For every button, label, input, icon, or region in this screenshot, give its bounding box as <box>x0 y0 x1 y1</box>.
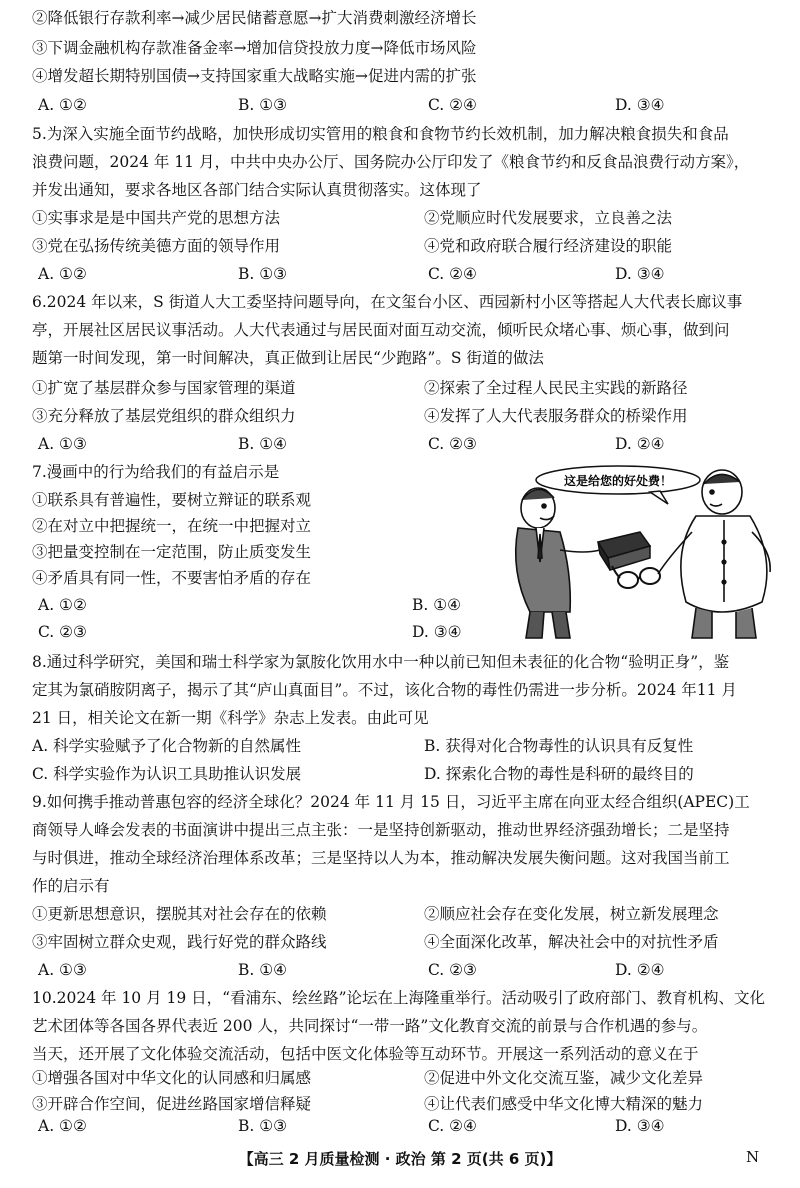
q6-option-d: D. ②④ <box>615 435 665 453</box>
q4-option-c: C. ②④ <box>428 96 477 114</box>
q8-option-b: B. 获得对化合物毒性的认识具有反复性 <box>424 737 694 755</box>
handcuffs <box>612 566 660 588</box>
q9-item-3: ③牢固树立群众史观，践行好党的群众路线 <box>32 933 327 951</box>
q8-stem-line-1: 8.通过科学研究，美国和瑞士科学家为氯胺化饮用水中一种以前已知但未表征的化合物“验明正身”，鉴 <box>32 653 730 671</box>
q9-stem-line-3: 与时俱进，推动全球经济治理体系改革；三是坚持以人为本，推动解决发展失衡问题。这对我国当前工 <box>32 849 730 867</box>
q10-item-2: ②促进中外文化交流互鉴，减少文化差异 <box>424 1069 704 1087</box>
q10-item-3: ③开辟合作空间，促进丝路国家增信释疑 <box>32 1095 312 1113</box>
q6-stem-line-1: 6.2024 年以来，S 街道人大工委坚持问题导向，在文玺台小区、西园新村小区等搭起人大代表长廊议事 <box>32 293 743 311</box>
page-footer: 【高三 2 月质量检测 · 政治 第 2 页(共 6 页)】 <box>238 1150 562 1168</box>
q7-item-2: ②在对立中把握统一，在统一中把握对立 <box>32 517 312 535</box>
q8-stem-line-2: 定其为氯硝胺阴离子，揭示了其“庐山真面目”。不过，该化合物的毒性仍需进一步分析。2024 年11 月 <box>32 681 737 699</box>
q4-option-b: B. ①③ <box>238 96 288 114</box>
q9-stem-line-2: 商领导人峰会发表的书面演讲中提出三点主张：一是坚持创新驱动，推动世界经济强劲增长；二是坚持 <box>32 821 730 839</box>
q6-option-b: B. ①④ <box>238 435 288 453</box>
q6-stem-line-3: 题第一时间发现，第一时间解决，真正做到让居民“少跑路”。S 街道的做法 <box>32 349 544 367</box>
q6-item-1: ①扩宽了基层群众参与国家管理的渠道 <box>32 379 296 397</box>
q5-option-a: A. ①② <box>38 265 87 283</box>
q4-item-3: ③下调金融机构存款准备金率→增加信贷投放力度→降低市场风险 <box>32 39 477 57</box>
q5-option-b: B. ①③ <box>238 265 288 283</box>
q10-stem-line-3: 当天，还开展了文化体验交流活动，包括中医文化体验等互动环节。开展这一系列活动的意义在于 <box>32 1045 699 1063</box>
q8-option-d: D. 探索化合物的毒性是科研的最终目的 <box>424 765 694 783</box>
q9-item-4: ④全面深化改革，解决社会中的对抗性矛盾 <box>424 933 719 951</box>
q5-stem-line-1: 5.为深入实施全面节约战略，加快形成切实管用的粮食和食物节约长效机制，加力解决粮食损失和食品 <box>32 125 729 143</box>
q7-item-1: ①联系具有普遍性，要树立辩证的联系观 <box>32 491 312 509</box>
q10-option-c: C. ②④ <box>428 1117 477 1135</box>
q6-item-4: ④发挥了人大代表服务群众的桥梁作用 <box>424 407 688 425</box>
q5-option-d: D. ③④ <box>615 265 665 283</box>
q8-option-c: C. 科学实验作为认识工具助推认识发展 <box>32 765 302 783</box>
q4-item-4: ④增发超长期特别国债→支持国家重大战略实施→促进内需的扩张 <box>32 67 477 85</box>
q5-stem-line-2: 浪费问题，2024 年 11 月，中共中央办公厅、国务院办公厅印发了《粮食节约和反食品浪费行动方案》， <box>32 153 750 171</box>
briber-figure <box>516 488 600 638</box>
q10-item-4: ④让代表们感受中华文化博大精深的魅力 <box>424 1095 704 1113</box>
q5-item-2: ②党顺应时代发展要求，立良善之法 <box>424 209 673 227</box>
q6-item-3: ③充分释放了基层党组织的群众组织力 <box>32 407 296 425</box>
q7-item-4: ④矛盾具有同一性，不要害怕矛盾的存在 <box>32 569 312 587</box>
q7-option-d: D. ③④ <box>412 623 462 641</box>
q6-item-2: ②探索了全过程人民民主实践的新路径 <box>424 379 688 397</box>
q5-stem-line-3: 并发出通知，要求各地区各部门结合实际认真贯彻落实。这体现了 <box>32 181 482 199</box>
q5-item-1: ①实事求是是中国共产党的思想方法 <box>32 209 281 227</box>
q7-option-a: A. ①② <box>38 596 87 614</box>
q4-item-2: ②降低银行存款利率→减少居民储蓄意愿→扩大消费刺激经济增长 <box>32 9 477 27</box>
q5-item-4: ④党和政府联合履行经济建设的职能 <box>424 237 673 255</box>
speech-bubble <box>536 466 700 504</box>
footer-code: N <box>746 1148 760 1166</box>
q9-stem-line-1: 9.如何携手推动普惠包容的经济全球化？2024 年 11 月 15 日，习近平主席在向亚太经合组织(APEC)工 <box>32 793 750 811</box>
q7-stem: 7.漫画中的行为给我们的有益启示是 <box>32 463 280 481</box>
q10-option-d: D. ③④ <box>615 1117 665 1135</box>
q10-item-1: ①增强各国对中华文化的认同感和归属感 <box>32 1069 312 1087</box>
q7-item-3: ③把量变控制在一定范围，防止质变发生 <box>32 543 312 561</box>
q9-option-d: D. ②④ <box>615 961 665 979</box>
bribe-cartoon <box>500 462 790 642</box>
q6-stem-line-2: 亭，开展社区居民议事活动。人大代表通过与居民面对面互动交流，倾听民众堵心事、烦心事，做到问 <box>32 321 730 339</box>
q8-option-a: A. 科学实验赋予了化合物新的自然属性 <box>32 737 302 755</box>
q7-option-c: C. ②③ <box>38 623 87 641</box>
q8-stem-line-3: 21 日，相关论文在新一期《科学》杂志上发表。由此可见 <box>32 709 429 727</box>
q5-item-3: ③党在弘扬传统美德方面的领导作用 <box>32 237 281 255</box>
q10-stem-line-2: 艺术团体等各国各界代表近 200 人，共同探讨“一带一路”文化教育交流的前景与合作机遇的参与。 <box>32 1017 708 1035</box>
q6-option-a: A. ①③ <box>38 435 87 453</box>
speech-bubble-text: 这是给您的好处费！ <box>563 474 673 488</box>
q7-option-b: B. ①④ <box>412 596 462 614</box>
official-figure <box>658 470 770 638</box>
gift-box <box>598 532 650 570</box>
q9-option-c: C. ②③ <box>428 961 477 979</box>
q9-stem-line-4: 作的启示有 <box>32 877 110 895</box>
q9-option-a: A. ①③ <box>38 961 87 979</box>
q5-option-c: C. ②④ <box>428 265 477 283</box>
q9-item-1: ①更新思想意识，摆脱其对社会存在的依赖 <box>32 905 327 923</box>
q10-option-a: A. ①② <box>38 1117 87 1135</box>
q4-option-a: A. ①② <box>38 96 87 114</box>
q10-option-b: B. ①③ <box>238 1117 288 1135</box>
q4-option-d: D. ③④ <box>615 96 665 114</box>
q9-item-2: ②顺应社会存在变化发展，树立新发展理念 <box>424 905 719 923</box>
q9-option-b: B. ①④ <box>238 961 288 979</box>
q10-stem-line-1: 10.2024 年 10 月 19 日，“看浦东、绘丝路”论坛在上海隆重举行。活动吸引了政府部门、教育机构、文化 <box>32 989 766 1007</box>
q6-option-c: C. ②③ <box>428 435 477 453</box>
